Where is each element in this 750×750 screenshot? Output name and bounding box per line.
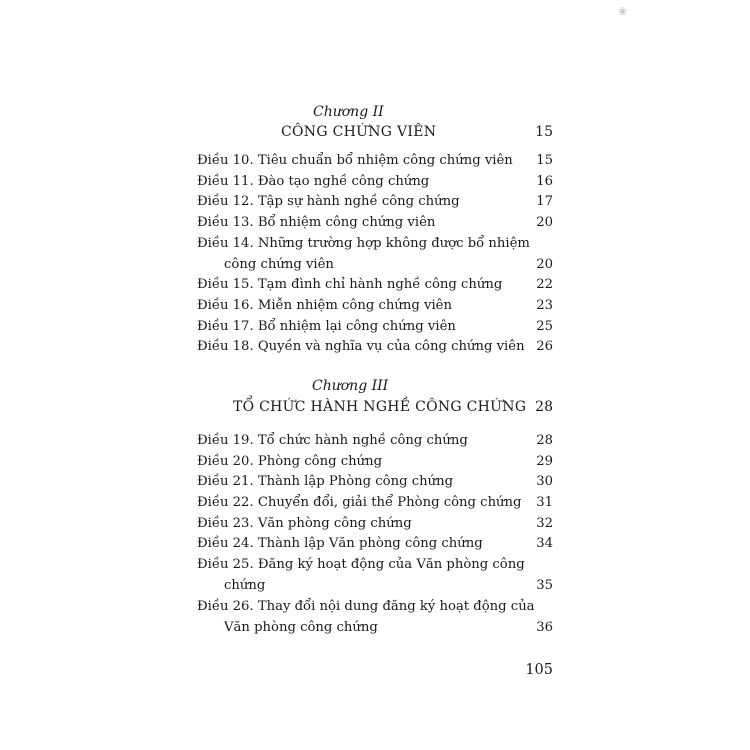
toc-entry-dieu-25-cont <box>197 576 553 596</box>
chapter-2-title: CÔNG CHỨNG VIÊN <box>281 124 437 140</box>
toc-entry-dieu-16 <box>197 296 553 316</box>
toc-entry-text: Điều 19. Tổ chức hành nghề công chứng <box>197 433 468 448</box>
flower-icon: ❀ <box>618 5 628 18</box>
toc-entry-dieu-24 <box>197 534 553 554</box>
toc-entry-page: 28 <box>536 433 553 448</box>
toc-entry-dieu-15 <box>197 275 553 295</box>
chapter-3-title: TỔ CHỨC HÀNH NGHỀ CÔNG CHỨNG <box>233 399 527 415</box>
toc-entry-page: 26 <box>536 339 553 354</box>
toc-entry-text: Điều 15. Tạm đình chỉ hành nghề công chứng <box>197 277 503 292</box>
toc-entry-dieu-22 <box>197 493 553 513</box>
toc-entry-page: 20 <box>536 257 553 272</box>
toc-entry-text: Điều 11. Đào tạo nghề công chứng <box>197 174 430 189</box>
toc-entry-dieu-18 <box>197 337 553 357</box>
toc-entry-text: Điều 24. Thành lập Văn phòng công chứng <box>197 536 483 551</box>
toc-entry-dieu-12 <box>197 192 553 212</box>
toc-entry-text: Điều 18. Quyền và nghĩa vụ của công chứng viên <box>197 339 525 354</box>
toc-entry-dieu-13 <box>197 213 553 233</box>
toc-entry-dieu-26 <box>197 597 553 617</box>
chapter-2-page: 15 <box>535 124 553 140</box>
toc-entry-dieu-20 <box>197 452 553 472</box>
toc-entry-text: Điều 16. Miễn nhiệm công chứng viên <box>197 298 452 313</box>
toc-entry-text: Điều 25. Đăng ký hoạt động của Văn phòng công <box>197 557 525 572</box>
toc-entry-dieu-17 <box>197 317 553 337</box>
toc-entry-page: 31 <box>536 495 553 510</box>
toc-entry-page: 15 <box>536 153 553 168</box>
toc-entry-text: Điều 17. Bổ nhiệm lại công chứng viên <box>197 319 456 334</box>
toc-entry-text-continuation: công chứng viên <box>224 257 334 272</box>
toc-entry-text: Điều 10. Tiêu chuẩn bổ nhiệm công chứng viên <box>197 153 513 168</box>
toc-entry-dieu-11 <box>197 172 553 192</box>
toc-entry-page: 25 <box>536 319 553 334</box>
toc-entry-text: Điều 26. Thay đổi nội dung đăng ký hoạt động của <box>197 599 535 614</box>
toc-entry-text: Điều 13. Bổ nhiệm công chứng viên <box>197 215 436 230</box>
toc-entry-text: Điều 12. Tập sự hành nghề công chứng <box>197 194 460 209</box>
toc-entry-text: Điều 14. Những trường hợp không được bổ nhiệm <box>197 236 530 251</box>
toc-entry-text: Điều 20. Phòng công chứng <box>197 454 383 469</box>
chapter-3-page: 28 <box>535 399 553 415</box>
toc-entry-text-continuation: chứng <box>224 578 266 593</box>
toc-entry-dieu-19 <box>197 431 553 451</box>
toc-entry-dieu-14 <box>197 234 553 254</box>
toc-entry-dieu-21 <box>197 472 553 492</box>
toc-entry-dieu-25 <box>197 555 553 575</box>
toc-entry-dieu-26-cont <box>197 618 553 638</box>
toc-entry-page: 35 <box>536 578 553 593</box>
toc-entry-page: 32 <box>536 516 553 531</box>
toc-entry-page: 20 <box>536 215 553 230</box>
toc-entry-page: 22 <box>536 277 553 292</box>
toc-entry-page: 16 <box>536 174 553 189</box>
page-number: 105 <box>525 662 553 678</box>
toc-entry-dieu-14-cont <box>197 255 553 275</box>
toc-entry-page: 34 <box>536 536 553 551</box>
toc-entry-page: 29 <box>536 454 553 469</box>
toc-entry-dieu-23 <box>197 514 553 534</box>
chapter-2-heading: Chương II <box>313 104 384 120</box>
toc-entry-page: 23 <box>536 298 553 313</box>
toc-entry-page: 17 <box>536 194 553 209</box>
toc-entry-dieu-10 <box>197 151 553 171</box>
toc-entry-page: 30 <box>536 474 553 489</box>
toc-entry-text: Điều 21. Thành lập Phòng công chứng <box>197 474 454 489</box>
toc-entry-text: Điều 23. Văn phòng công chứng <box>197 516 412 531</box>
toc-entry-text: Điều 22. Chuyển đổi, giải thể Phòng công chứng <box>197 495 522 510</box>
toc-entry-page: 36 <box>536 620 553 635</box>
chapter-3-heading: Chương III <box>312 378 389 394</box>
toc-entry-text-continuation: Văn phòng công chứng <box>224 620 378 635</box>
